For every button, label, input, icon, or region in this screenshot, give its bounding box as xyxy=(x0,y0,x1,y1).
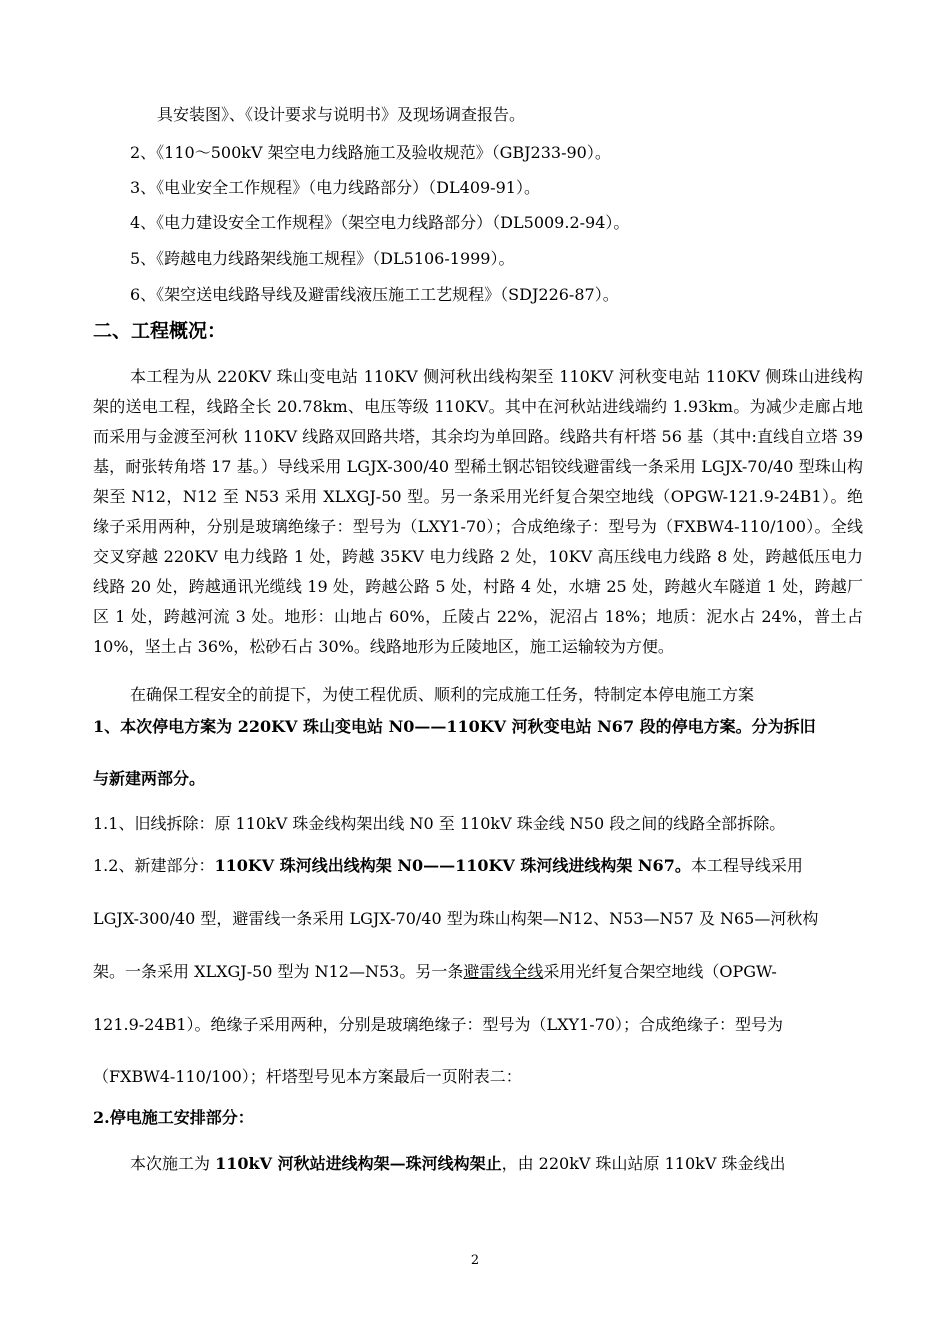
item-1-2-line-4: 121.9-24B1）。绝缘子采用两种，分别是玻璃绝缘子：型号为（LXY1-70）；合成绝缘子：型号为 xyxy=(93,1015,784,1034)
item-1-2-suffix: 本工程导线采用 xyxy=(690,856,803,875)
item-1-1-old-line-removal: 1.1、旧线拆除：原 110kV 珠金线构架出线 N0 至 110kV 珠金线 N50 段之间的线路全部拆除。 xyxy=(93,814,786,833)
item-2-para-a: 本次施工为 xyxy=(130,1154,216,1173)
purpose-paragraph: 在确保工程安全的前提下，为使工程优质、顺利的完成施工任务，特制定本停电施工方案 xyxy=(130,685,755,704)
reference-line-continuation: 具安装图》、《设计要求与说明书》及现场调查报告。 xyxy=(157,105,526,124)
item-1-line-1: 1、本次停电方案为 220KV 珠山变电站 N0——110KV 河秋变电站 N67 段的停电方案。分为拆旧 xyxy=(93,717,816,736)
item-1-2-line-5: （FXBW4-110/100）；杆塔型号见本方案最后一页附表二： xyxy=(93,1067,522,1086)
item-1-2-line-3-b: 采用光纤复合架空地线（OPGW- xyxy=(543,962,777,981)
item-1-2-line-1 xyxy=(93,855,803,877)
item-1-2-underlined-text: 避雷线全线 xyxy=(463,962,544,981)
item-1-2-prefix: 1.2、新建部分： xyxy=(93,856,215,875)
reference-item-5: 5、《跨越电力线路架线施工规程》（DL5106-1999）。 xyxy=(130,249,515,268)
page-number: 2 xyxy=(470,1253,480,1268)
item-2-para-b: ，由 220kV 珠山站原 110kV 珠金线出 xyxy=(501,1154,786,1173)
item-1-2-bold-span: 110KV 珠河线出线构架 N0——110KV 珠河线进线构架 N67。 xyxy=(214,856,691,875)
project-overview-paragraph: 本工程为从 220KV 珠山变电站 110KV 侧河秋出线构架至 110KV 河秋变电站 110KV 侧珠山进线构架的送电工程，线路全长 20.78km、电压等级 110KV。其中在河秋站进线端约 1.93km。为减少走廊占地而采用与金渡至河秋 110KV 线路双回路共塔，其余均为单回路。线路共有杆塔 56 基（其中:直线自立塔 39 基，耐张转角塔 17 基。）导线采用 LGJX-300/40 型稀土钢芯铝铰线避雷线一条采用 LGJX-70/40 型珠山构架至 N12，N12 至 N53 采用 XLXGJ-50 型。另一条采用光纤复合架空地线（OPGW-121.9-24B1）。绝缘子采用两种，分别是玻璃绝缘子：型号为（LXY1-70）；合成绝缘子：型号为（FXBW4-110/100）。全线交叉穿越 220KV 电力线路 1 处，跨越 35KV 电力线路 2 处，10KV 高压线电力线路 8 处，跨越低压电力线路 20 处，跨越通讯光缆线 19 处，跨越公路 5 处，村路 4 处，水塘 25 处，跨越火车隧道 1 处，跨越厂区 1 处，跨越河流 3 处。地形：山地占 60%，丘陵占 22%，泥沼占 18%；地质：泥水占 24%，普土占 10%，坚土占 36%，松砂石占 30%。线路地形为丘陵地区，施工运输较为方便。 xyxy=(93,367,863,656)
item-2-para-bold: 110kV 河秋站进线构架—珠河线构架止 xyxy=(215,1154,502,1173)
item-1-2-line-3-a: 架。一条采用 XLXGJ-50 型为 N12—N53。另一条 xyxy=(93,962,464,981)
reference-item-2: 2、《110～500kV 架空电力线路施工及验收规范》（GBJ233-90）。 xyxy=(130,143,611,162)
item-1-line-2: 与新建两部分。 xyxy=(93,769,206,788)
item-1-2-line-2: LGJX-300/40 型，避雷线一条采用 LGJX-70/40 型为珠山构架—N12、N53—N57 及 N65—河秋构 xyxy=(93,909,819,928)
item-1-2-line-3 xyxy=(93,961,777,983)
item-2-heading: 2.停电施工安排部分： xyxy=(93,1108,254,1127)
section-heading-project-overview: 二、工程概况： xyxy=(93,320,227,342)
reference-item-3: 3、《电业安全工作规程》（电力线路部分）（DL409-91）。 xyxy=(130,178,540,197)
item-2-paragraph-line xyxy=(130,1153,786,1175)
reference-item-4: 4、《电力建设安全工作规程》（架空电力线路部分）（DL5009.2-94）。 xyxy=(130,213,630,232)
reference-item-6: 6、《架空送电线路导线及避雷线液压施工工艺规程》（SDJ226-87）。 xyxy=(130,285,619,304)
